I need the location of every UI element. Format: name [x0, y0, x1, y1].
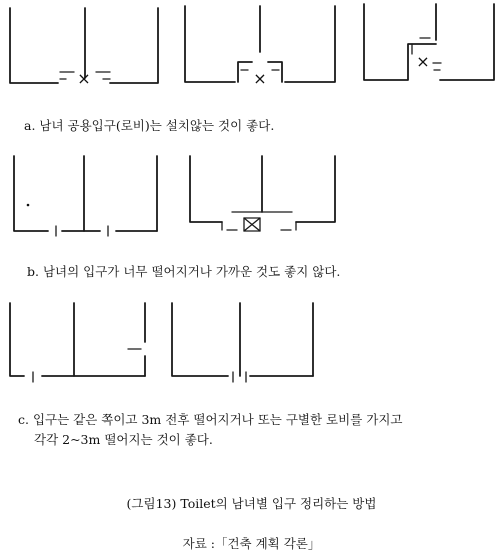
diagram-c2	[172, 303, 313, 382]
diagram-a1	[10, 8, 158, 88]
dot-mark	[27, 204, 30, 207]
door-x-mark: ×	[253, 69, 267, 88]
door-x-mark: ×	[77, 69, 91, 88]
door-x-mark: ×	[416, 52, 430, 71]
caption-a: a. 남녀 공용입구(로비)는 설치않는 것이 좋다.	[24, 118, 275, 133]
caption-c-line1: c. 입구는 같은 쪽이고 3m 전후 떨어지거나 또는 구별한 로비를 가지고	[18, 412, 403, 427]
figure-title: (그림13) Toilet의 남녀별 입구 정리하는 방법	[126, 496, 377, 511]
diagram-c1	[10, 303, 145, 382]
figure-source: 자료 :「건축 계획 각론」	[182, 536, 321, 551]
diagram-b1	[14, 156, 157, 236]
stall-x-icon	[244, 218, 260, 231]
diagram-a2	[185, 6, 335, 88]
caption-c-line2: 각각 2~3m 떨어지는 것이 좋다.	[34, 432, 213, 447]
diagram-b2	[190, 156, 335, 231]
diagram-a3	[364, 4, 494, 80]
caption-b: b. 남녀의 입구가 너무 떨어지거나 가까운 것도 좋지 않다.	[27, 264, 341, 279]
